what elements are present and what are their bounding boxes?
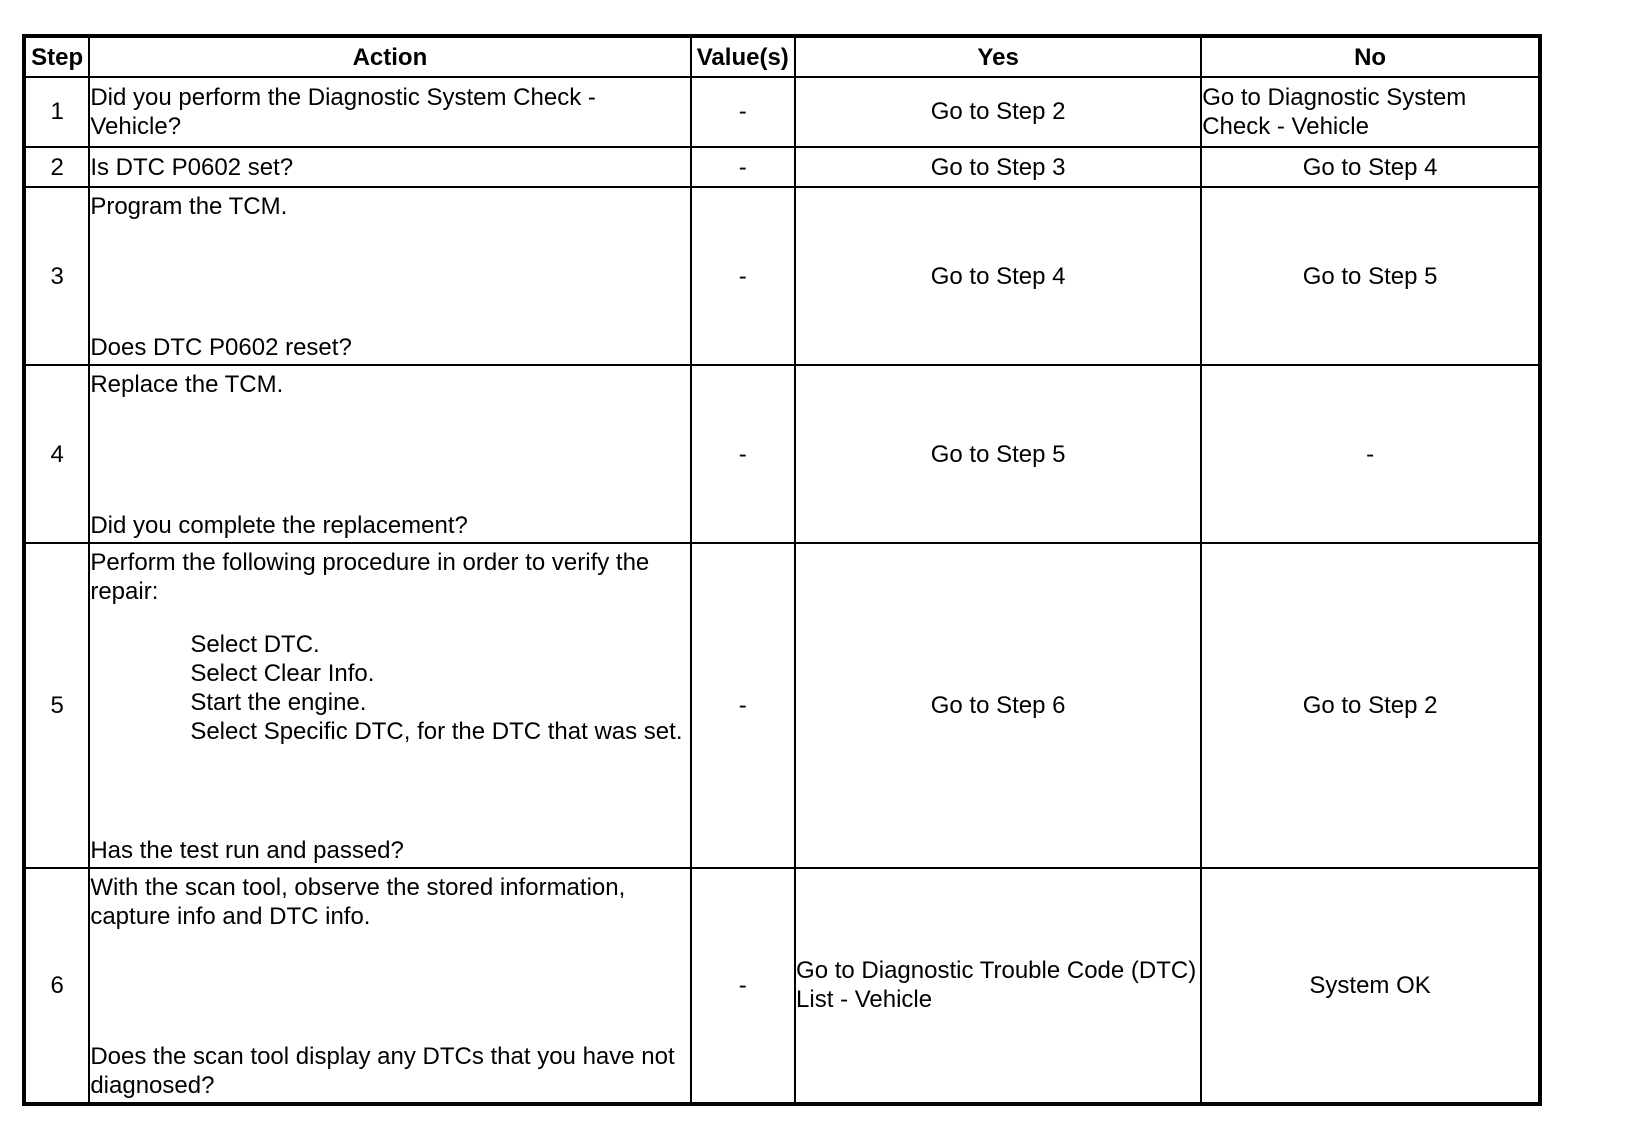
action-cell (89, 868, 690, 1103)
diagnostic-table (22, 34, 1542, 1106)
procedure-item: Start the engine. (190, 689, 367, 717)
no-cell: System OK (1201, 868, 1539, 1103)
action-instruction: With the scan tool, observe the stored information, capture info and DTC info. (90, 873, 626, 930)
action-cell (89, 77, 690, 147)
yes-cell: Go to Step 5 (795, 365, 1201, 543)
table-row (25, 365, 1539, 543)
action-cell (89, 543, 690, 867)
action-question: Did you complete the replacement? (90, 512, 468, 540)
step-number: 3 (25, 187, 89, 365)
table-row (25, 868, 1539, 1103)
action-instruction: Perform the following procedure in order to verify the repair: (90, 549, 650, 606)
action-question: Does DTC P0602 reset? (90, 334, 352, 362)
action-cell (89, 365, 690, 543)
table-header-row (25, 37, 1539, 77)
value-cell: - (691, 77, 796, 147)
header-step: Step (25, 37, 89, 77)
action-instruction: Replace the TCM. (90, 371, 284, 399)
yes-cell: Go to Diagnostic Trouble Code (DTC) List - Vehicle (795, 868, 1201, 1103)
yes-cell: Go to Step 4 (795, 187, 1201, 365)
value-cell: - (691, 187, 796, 365)
value-cell: - (691, 543, 796, 867)
action-instruction: Program the TCM. (90, 193, 288, 221)
no-cell: - (1201, 365, 1539, 543)
step-number: 2 (25, 147, 89, 187)
diagnostic-table-container (22, 34, 1542, 1106)
no-cell: Go to Step 2 (1201, 543, 1539, 867)
step-number: 1 (25, 77, 89, 147)
step-number: 5 (25, 543, 89, 867)
table-row (25, 147, 1539, 187)
header-yes: Yes (795, 37, 1201, 77)
yes-cell: Go to Step 6 (795, 543, 1201, 867)
no-cell: Go to Step 5 (1201, 187, 1539, 365)
header-no: No (1201, 37, 1539, 77)
action-question: Has the test run and passed? (90, 836, 404, 864)
action-text: Is DTC P0602 set? (90, 153, 294, 181)
yes-cell: Go to Step 2 (795, 77, 1201, 147)
header-values: Value(s) (691, 37, 796, 77)
no-cell: Go to Diagnostic System Check - Vehicle (1201, 77, 1539, 147)
header-action: Action (89, 37, 690, 77)
action-text: Did you perform the Diagnostic System Check - Vehicle? (90, 83, 596, 140)
step-number: 4 (25, 365, 89, 543)
table-row (25, 187, 1539, 365)
yes-cell: Go to Step 3 (795, 147, 1201, 187)
procedure-list (190, 630, 689, 746)
value-cell: - (691, 868, 796, 1103)
table-row (25, 543, 1539, 867)
action-cell (89, 147, 690, 187)
procedure-item: Select Clear Info. (190, 660, 375, 688)
procedure-item: Select DTC. (190, 631, 320, 659)
action-question: Does the scan tool display any DTCs that you have not diagnosed? (90, 1043, 675, 1099)
step-number: 6 (25, 868, 89, 1103)
value-cell: - (691, 365, 796, 543)
value-cell: - (691, 147, 796, 187)
table-row (25, 77, 1539, 147)
action-cell (89, 187, 690, 365)
procedure-item: Select Specific DTC, for the DTC that was set. (190, 718, 683, 746)
no-cell: Go to Step 4 (1201, 147, 1539, 187)
